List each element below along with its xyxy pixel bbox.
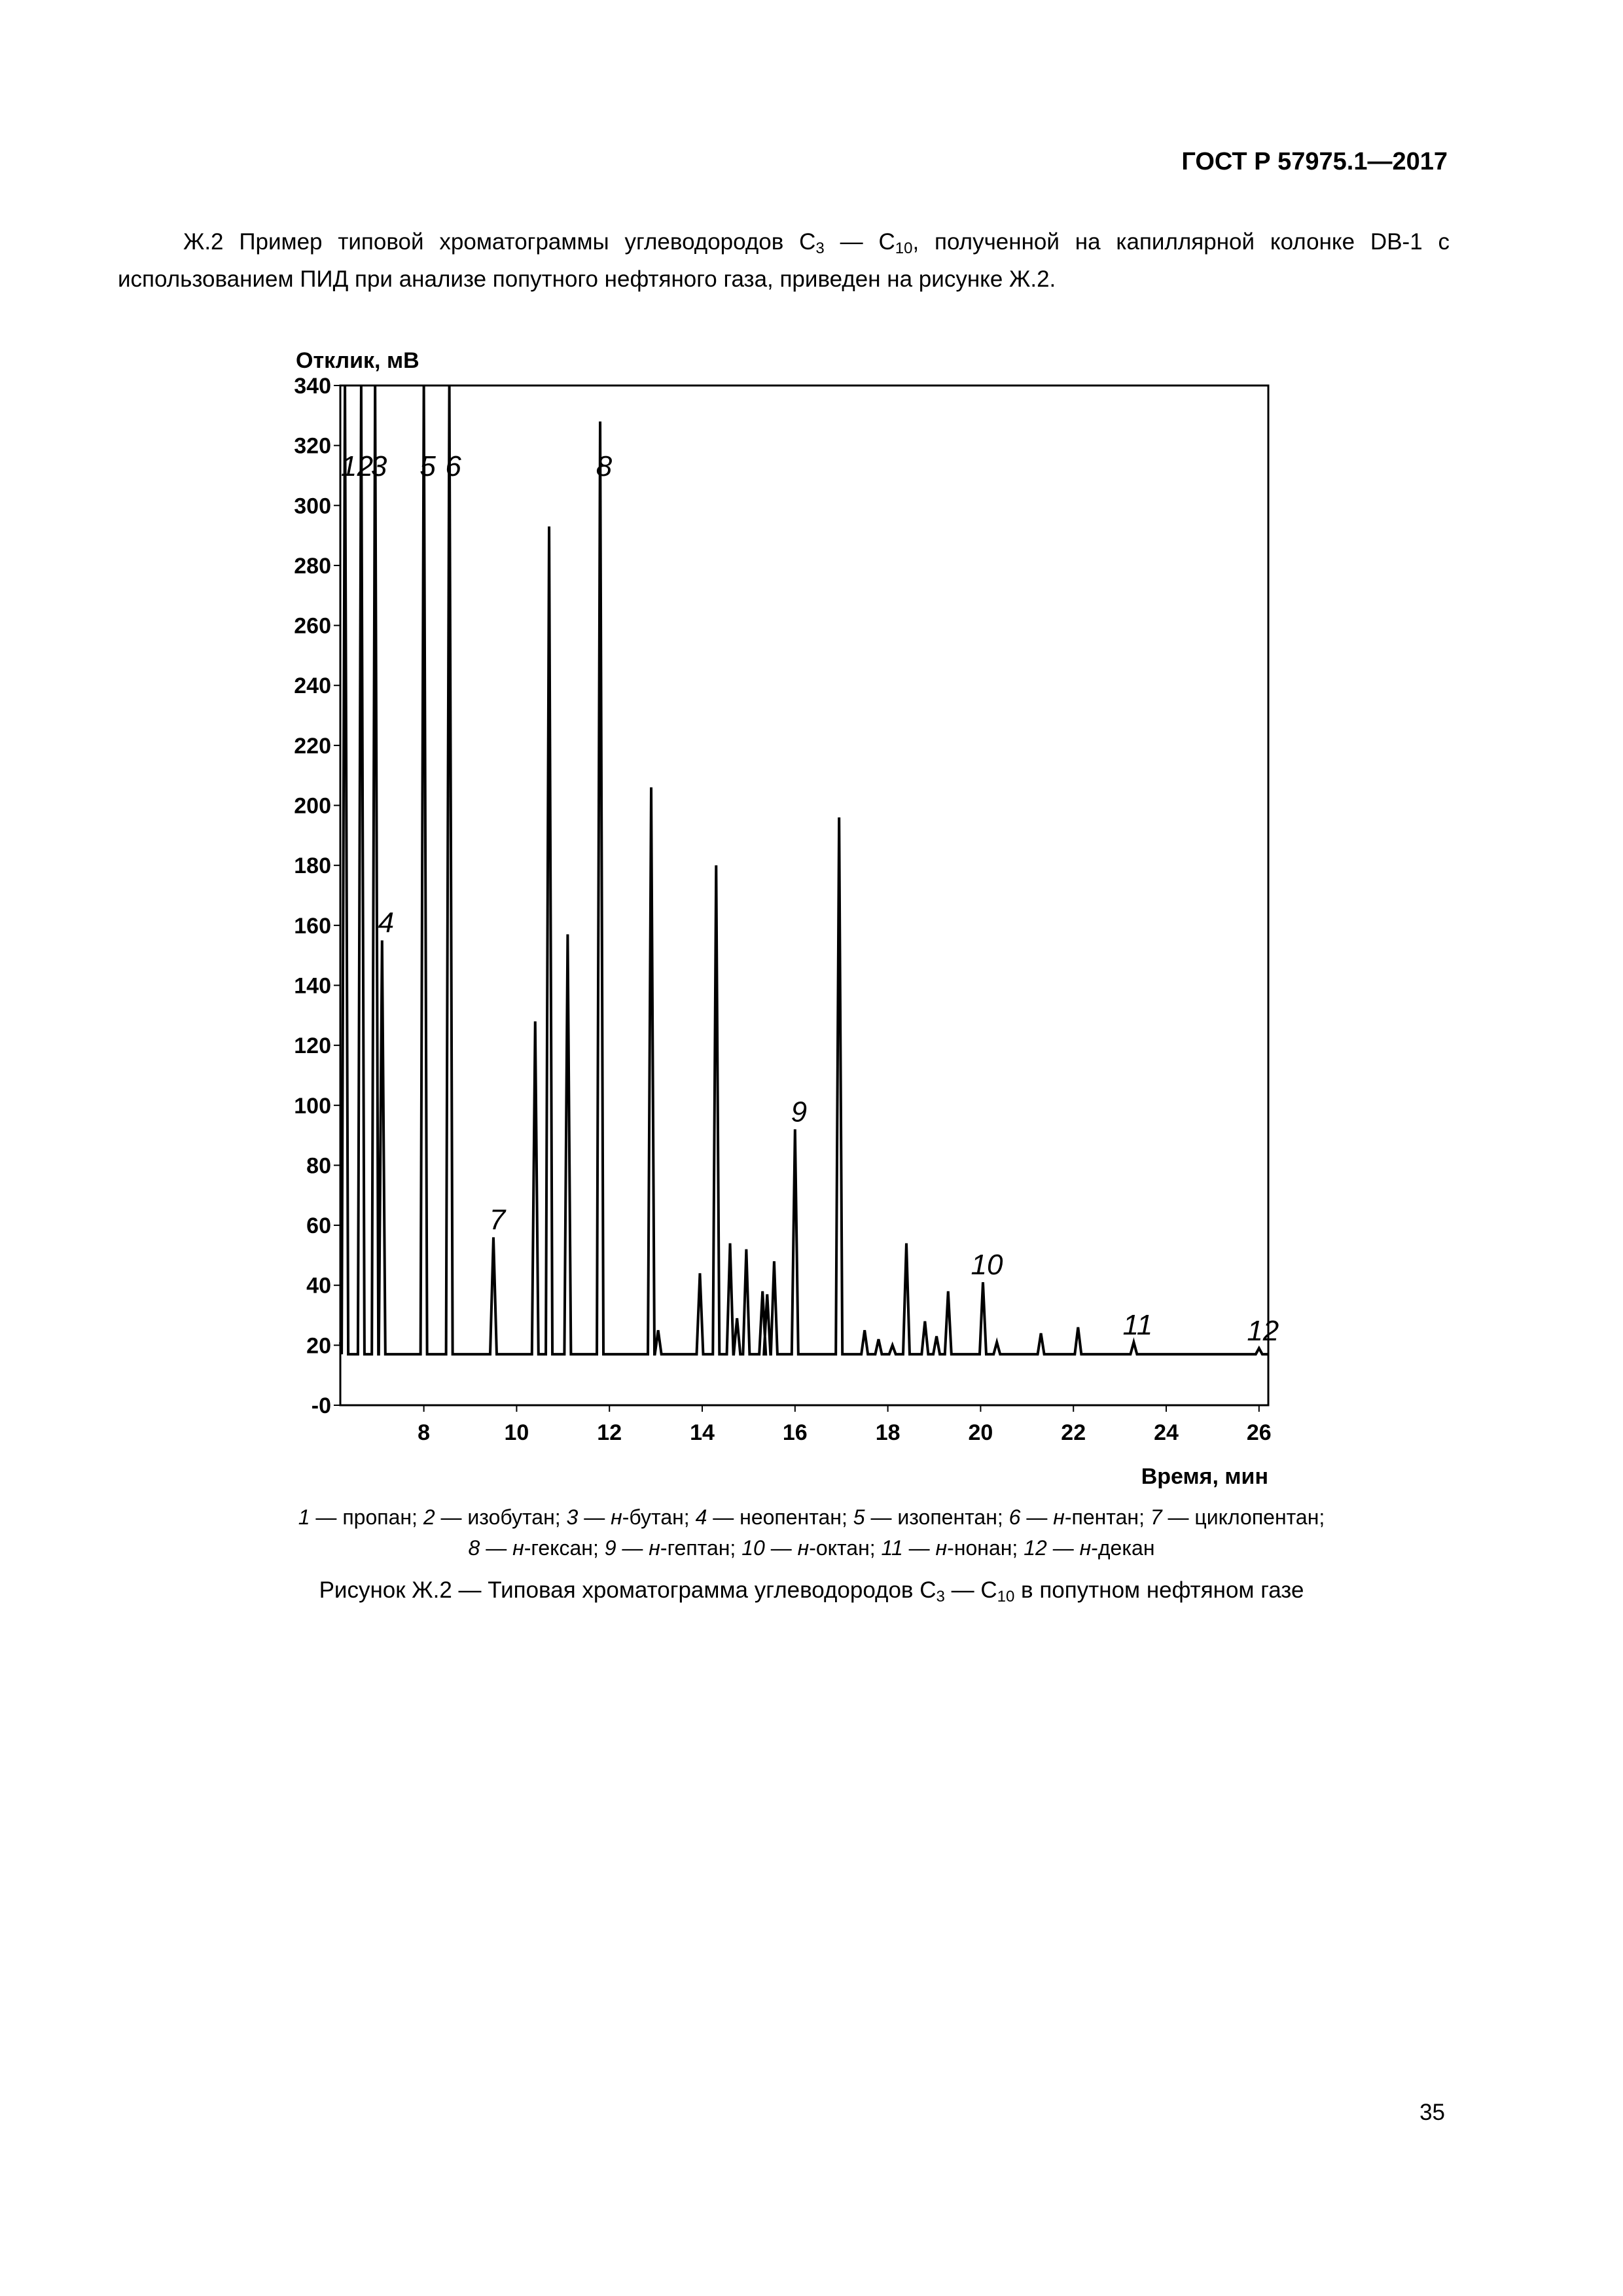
y-tick-label: -0 <box>311 1393 331 1418</box>
peak-label: 9 <box>791 1096 808 1128</box>
legend-italic-prefix: н <box>1079 1536 1092 1560</box>
y-tick-label: 280 <box>294 553 331 579</box>
figure-caption <box>118 1577 1505 1606</box>
x-tick-label: 16 <box>782 1420 808 1445</box>
y-tick-label: 20 <box>306 1333 331 1359</box>
chromatogram-line <box>340 386 1268 1354</box>
legend-number: 5 <box>853 1505 865 1529</box>
intro-text-c: , полученной на капиллярной колонке DB-1 с <box>912 229 1450 255</box>
x-tick-label: 10 <box>504 1420 529 1445</box>
y-tick-label: 320 <box>294 433 331 459</box>
x-tick-label: 24 <box>1154 1420 1179 1445</box>
intro-text-a: Ж.2 Пример типовой хроматограммы углеводородов C <box>183 229 816 255</box>
legend-number: 10 <box>741 1536 765 1560</box>
y-tick-label: 260 <box>294 613 331 639</box>
x-tick-label: 26 <box>1246 1420 1272 1445</box>
y-tick-label: 120 <box>294 1033 331 1059</box>
caption-sub-10: 10 <box>997 1588 1015 1605</box>
intro-text-b: — C <box>824 229 895 255</box>
legend-number: 9 <box>604 1536 616 1560</box>
y-tick-label: 40 <box>306 1273 331 1299</box>
legend-number: 2 <box>423 1505 435 1529</box>
x-tick-label: 12 <box>597 1420 622 1445</box>
caption-sub-3: 3 <box>936 1588 945 1605</box>
legend-italic-prefix: н <box>649 1536 660 1560</box>
y-tick-label: 180 <box>294 853 331 879</box>
x-tick-label: 14 <box>690 1420 715 1445</box>
y-tick-label: 60 <box>306 1213 331 1239</box>
caption-text-c: в попутном нефтяном газе <box>1014 1577 1304 1603</box>
intro-line-1 <box>118 226 1450 264</box>
y-tick-label: 160 <box>294 913 331 939</box>
y-tick-label: 200 <box>294 793 331 819</box>
intro-sub-10: 10 <box>895 240 913 257</box>
y-tick-label: 240 <box>294 673 331 699</box>
peak-label: 12 <box>1247 1314 1279 1347</box>
peak-label: 4 <box>378 906 395 939</box>
caption-text-b: — C <box>944 1577 997 1603</box>
plot-frame <box>340 386 1268 1405</box>
y-tick-label: 340 <box>294 374 331 399</box>
peak-label: 2 <box>357 450 374 482</box>
standard-header: ГОСТ Р 57975.1—2017 <box>1181 148 1448 175</box>
y-tick-label: 300 <box>294 493 331 519</box>
legend-number: 12 <box>1024 1536 1047 1560</box>
legend-number: 7 <box>1150 1505 1162 1529</box>
legend-italic-prefix: н <box>797 1536 810 1560</box>
legend-number: 4 <box>695 1505 707 1529</box>
chromatogram-trace <box>340 386 1268 1354</box>
peak-label: 10 <box>971 1249 1003 1282</box>
peak-label: 6 <box>445 450 461 482</box>
y-axis-label: Отклик, мВ <box>296 348 419 373</box>
peak-label: 8 <box>596 450 613 482</box>
legend-line-1: 1 — пропан; 2 — изобутан; 3 — н-бутан; 4 — неопентан; 5 — изопентан; 6 — н-пентан; 7 — циклопентан; <box>298 1505 1325 1529</box>
peak-label: 5 <box>419 450 436 482</box>
legend-italic-prefix: н <box>611 1505 622 1529</box>
caption-text-a: Рисунок Ж.2 — Типовая хроматограмма углеводородов C <box>319 1577 936 1603</box>
x-tick-label: 22 <box>1061 1420 1086 1445</box>
y-tick-label: 220 <box>294 733 331 759</box>
legend-number: 6 <box>1008 1505 1021 1529</box>
intro-line-2: использованием ПИД при анализе попутного нефтяного газа, приведен на рисунке Ж.2. <box>118 266 1056 292</box>
peak-label: 11 <box>1122 1308 1153 1341</box>
legend-number: 1 <box>298 1505 310 1529</box>
x-tick-label: 20 <box>968 1420 993 1445</box>
x-axis-label: Время, мин <box>1141 1464 1268 1489</box>
peak-label: 7 <box>489 1204 506 1236</box>
chart-ticks <box>294 374 1271 1445</box>
x-tick-label: 18 <box>875 1420 901 1445</box>
page-number: 35 <box>1419 2100 1445 2125</box>
chromatogram-chart <box>249 327 1283 1492</box>
legend-italic-prefix: н <box>1053 1505 1065 1529</box>
legend-line-2: 8 — н-гексан; 9 — н-гептан; 10 — н-октан; 11 — н-нонан; 12 — н-декан <box>468 1536 1155 1560</box>
x-tick-label: 8 <box>418 1420 431 1445</box>
figure-legend <box>118 1502 1505 1564</box>
peak-labels <box>341 450 1279 1347</box>
y-tick-label: 80 <box>306 1153 331 1179</box>
legend-italic-prefix: н <box>512 1536 524 1560</box>
legend-number: 11 <box>881 1536 903 1560</box>
intro-sub-3: 3 <box>815 240 825 257</box>
peak-label: 3 <box>370 450 387 482</box>
legend-number: 3 <box>566 1505 579 1529</box>
y-tick-label: 100 <box>294 1093 331 1119</box>
legend-number: 8 <box>468 1536 480 1560</box>
intro-paragraph <box>118 226 1450 295</box>
legend-italic-prefix: н <box>935 1536 948 1560</box>
peak-label: 1 <box>340 450 357 482</box>
y-tick-label: 140 <box>294 973 331 999</box>
